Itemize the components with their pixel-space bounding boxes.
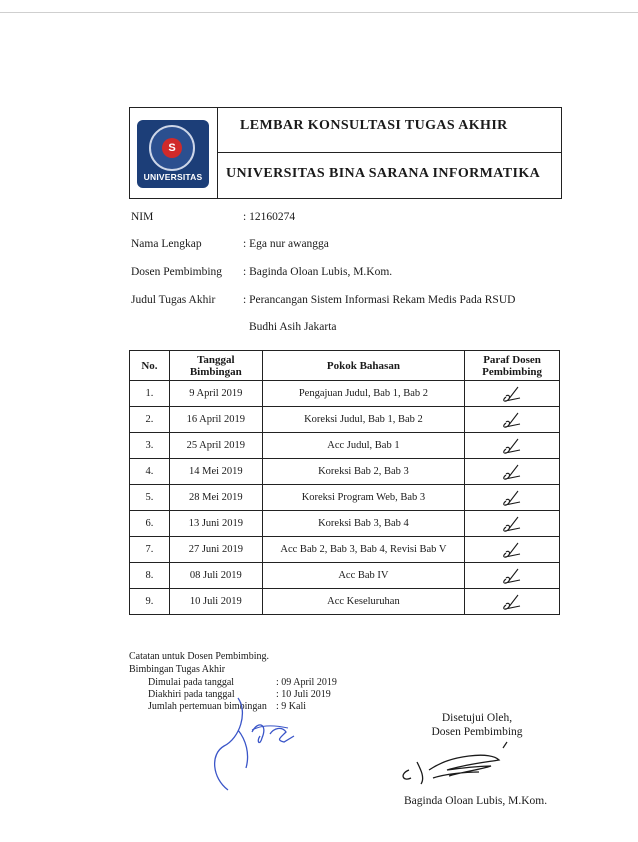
cell-no: 2. [130, 407, 170, 433]
paraf-signature [500, 436, 524, 456]
table-row [130, 381, 560, 407]
cell-topic: Koreksi Judul, Bab 1, Bab 2 [262, 407, 464, 433]
table-row [130, 511, 560, 537]
cell-signature [465, 381, 560, 407]
cell-signature [465, 589, 560, 615]
table-row [130, 563, 560, 589]
paraf-signature [500, 488, 524, 508]
cell-signature [465, 485, 560, 511]
cell-date: 10 Juli 2019 [169, 589, 262, 615]
advisor-name: Baginda Oloan Lubis, M.Kom. [404, 795, 548, 807]
approver-role: Dosen Pembimbing [431, 726, 523, 738]
nim-label: NIM [131, 211, 154, 223]
university-name: UNIVERSITAS BINA SARANA INFORMATIKA [226, 166, 541, 181]
logo-text: UNIVERSITAS [143, 172, 203, 182]
cell-date: 16 April 2019 [169, 407, 262, 433]
nim-value: : 12160274 [243, 211, 296, 223]
header-signature: Paraf Dosen Pembimbing [465, 351, 560, 381]
cell-signature [465, 433, 560, 459]
cell-date: 27 Juni 2019 [169, 537, 262, 563]
header-topic: Pokok Bahasan [262, 351, 464, 381]
table-row [130, 589, 560, 615]
paraf-signature [500, 540, 524, 560]
blue-ink-signature [190, 690, 320, 810]
cell-no: 4. [130, 459, 170, 485]
advisor-signature [395, 740, 530, 790]
cell-signature [465, 537, 560, 563]
cell-signature [465, 407, 560, 433]
cell-topic: Acc Keseluruhan [262, 589, 464, 615]
thesis-title-continuation: Budhi Asih Jakarta [249, 321, 337, 333]
cell-topic: Koreksi Bab 2, Bab 3 [262, 459, 464, 485]
cell-no: 6. [130, 511, 170, 537]
meeting-count-value: : 9 Kali [276, 701, 306, 712]
header-divider [218, 152, 561, 153]
cell-topic: Acc Bab 2, Bab 3, Bab 4, Revisi Bab V [262, 537, 464, 563]
paraf-signature [500, 384, 524, 404]
university-logo [137, 120, 209, 188]
thesis-title-value: : Perancangan Sistem Informasi Rekam Medis Pada RSUD [243, 294, 516, 306]
table-row [130, 433, 560, 459]
table-row [130, 485, 560, 511]
cell-no: 3. [130, 433, 170, 459]
header-box [129, 107, 562, 199]
advisor-value: : Baginda Oloan Lubis, M.Kom. [243, 266, 393, 278]
cell-signature [465, 563, 560, 589]
paraf-signature [500, 462, 524, 482]
paraf-signature [500, 592, 524, 612]
cell-no: 1. [130, 381, 170, 407]
cell-topic: Acc Bab IV [262, 563, 464, 589]
cell-no: 9. [130, 589, 170, 615]
approval-block [402, 711, 552, 739]
start-date-value: : 09 April 2019 [276, 677, 337, 688]
cell-topic: Koreksi Program Web, Bab 3 [262, 485, 464, 511]
meeting-count-label: Jumlah pertemuan bimbingan [148, 701, 267, 712]
cell-date: 25 April 2019 [169, 433, 262, 459]
advisor-label: Dosen Pembimbing [131, 266, 223, 278]
cell-signature [465, 459, 560, 485]
cell-date: 9 April 2019 [169, 381, 262, 407]
cell-topic: Acc Judul, Bab 1 [262, 433, 464, 459]
cell-topic: Koreksi Bab 3, Bab 4 [262, 511, 464, 537]
thesis-title-label: Judul Tugas Akhir [131, 294, 216, 306]
cell-signature [465, 511, 560, 537]
document-title: LEMBAR KONSULTASI TUGAS AKHIR [240, 118, 508, 133]
consultation-table [129, 350, 560, 615]
cell-date: 28 Mei 2019 [169, 485, 262, 511]
cell-date: 13 Juni 2019 [169, 511, 262, 537]
logo-emblem-icon: S [149, 125, 195, 171]
approved-by: Disetujui Oleh, [441, 712, 513, 724]
table-header-row [130, 351, 560, 381]
paraf-signature [500, 410, 524, 430]
end-date-value: : 10 Juli 2019 [276, 689, 331, 700]
start-date-label: Dimulai pada tanggal [148, 677, 235, 688]
name-label: Nama Lengkap [131, 238, 202, 250]
header-date: Tanggal Bimbingan [169, 351, 262, 381]
cell-no: 5. [130, 485, 170, 511]
table-row [130, 459, 560, 485]
cell-no: 8. [130, 563, 170, 589]
notes-block [129, 651, 269, 676]
notes-line2: Bimbingan Tugas Akhir [129, 663, 226, 675]
paraf-signature [500, 566, 524, 586]
cell-date: 08 Juli 2019 [169, 563, 262, 589]
cell-no: 7. [130, 537, 170, 563]
cell-date: 14 Mei 2019 [169, 459, 262, 485]
cell-topic: Pengajuan Judul, Bab 1, Bab 2 [262, 381, 464, 407]
end-date-label: Diakhiri pada tanggal [148, 689, 235, 700]
scan-edge-line [0, 12, 638, 13]
name-value: : Ega nur awangga [243, 238, 329, 250]
header-no: No. [130, 351, 170, 381]
table-row [130, 407, 560, 433]
notes-line1: Catatan untuk Dosen Pembimbing. [129, 651, 269, 662]
table-row [130, 537, 560, 563]
logo-cell [130, 108, 218, 198]
paraf-signature [500, 514, 524, 534]
